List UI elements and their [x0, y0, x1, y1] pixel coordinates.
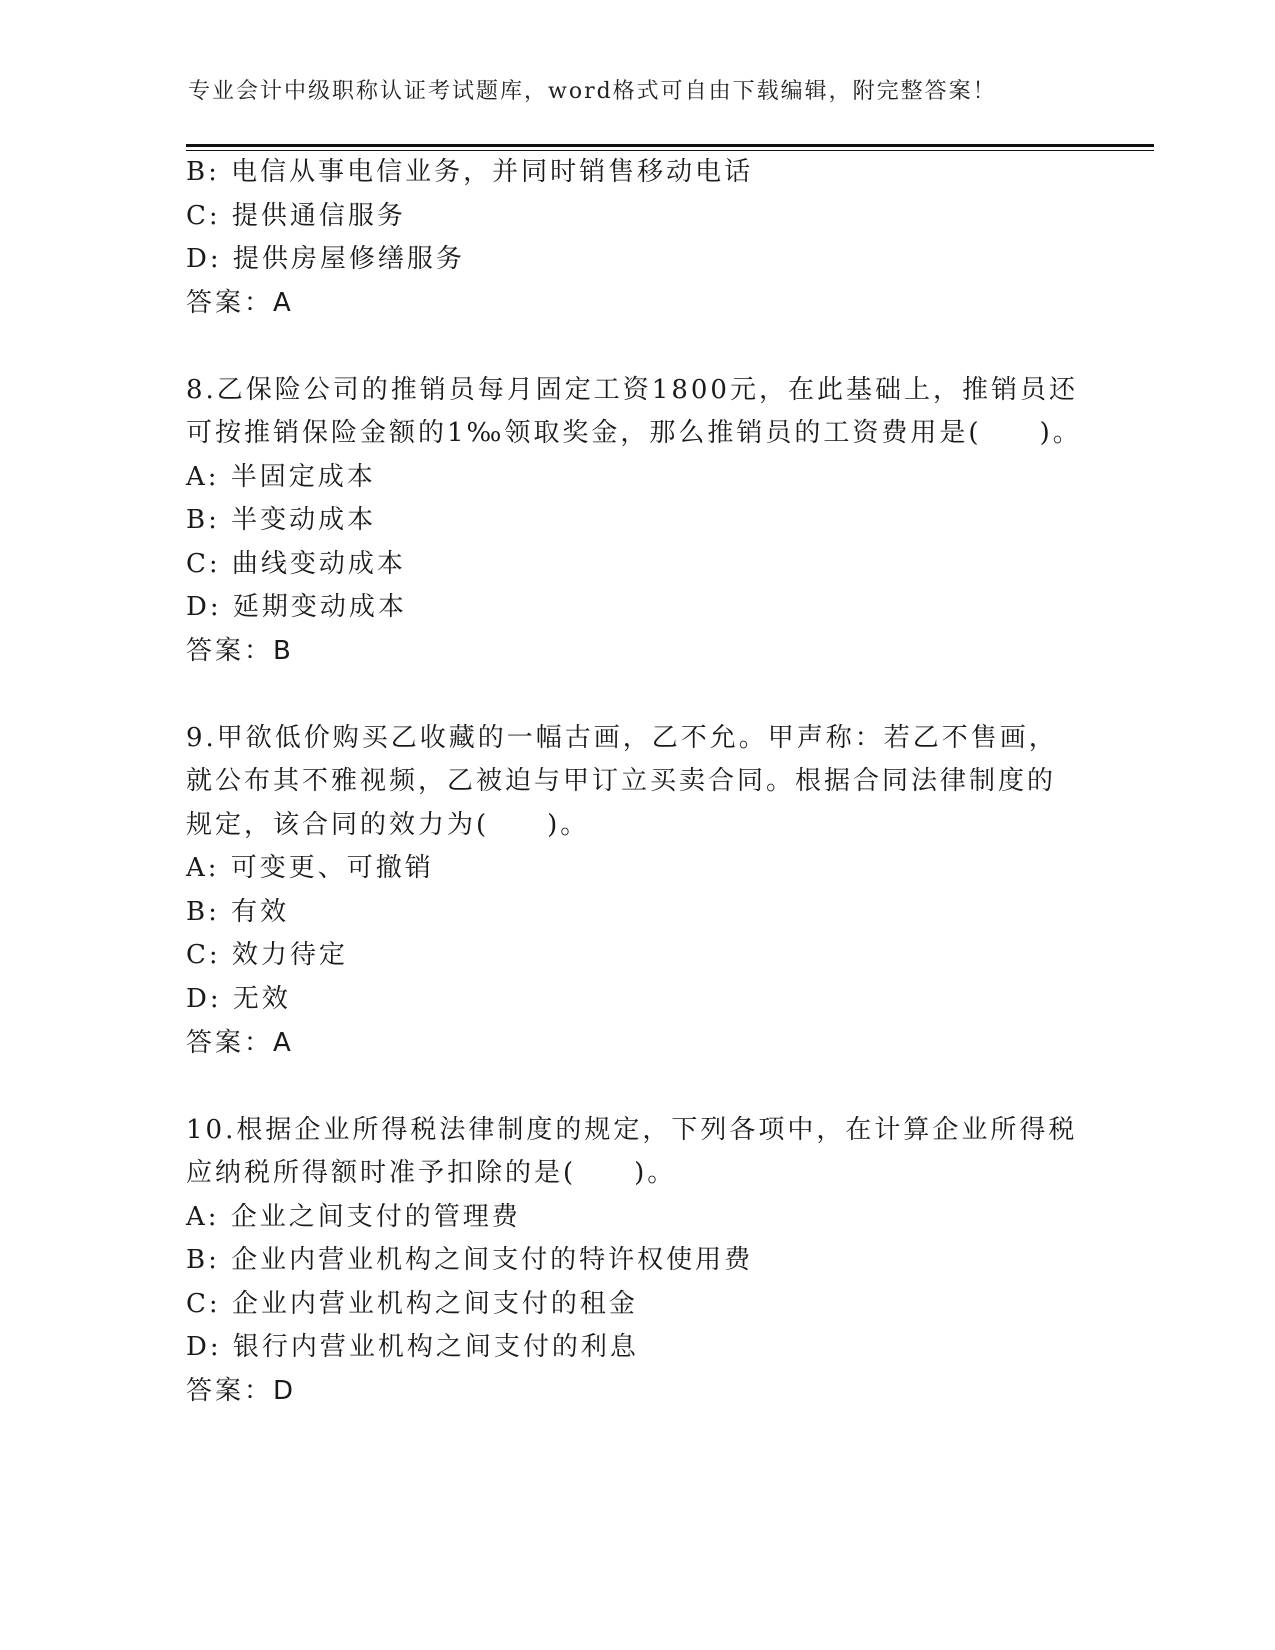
q7-option-b: B: 电信从事电信业务，并同时销售移动电话 — [186, 157, 754, 187]
q9-option-a: A: 可变更、可撤销 — [186, 853, 434, 883]
page-header: 专业会计中级职称认证考试题库，word格式可自由下载编辑，附完整答案！ — [188, 79, 997, 104]
q9-option-b: B: 有效 — [186, 897, 290, 927]
q10-option-a: A: 企业之间支付的管理费 — [186, 1202, 521, 1232]
q7-answer: 答案：A — [186, 288, 294, 318]
q9-option-c: C: 效力待定 — [186, 940, 348, 970]
q8-option-a: A: 半固定成本 — [186, 462, 376, 492]
q10-stem-line-2: 应纳税所得额时准予扣除的是( )。 — [186, 1158, 677, 1188]
q10-stem-line-1: 10.根据企业所得税法律制度的规定，下列各项中，在计算企业所得税 — [186, 1115, 1078, 1145]
q7-option-c: C: 提供通信服务 — [186, 201, 406, 231]
header-rule-thin — [186, 150, 1154, 151]
q8-stem-line-2: 可按推销保险金额的1‰领取奖金，那么推销员的工资费用是( )。 — [186, 418, 1082, 448]
q7-option-d: D: 提供房屋修缮服务 — [186, 244, 465, 274]
q8-option-c: C: 曲线变动成本 — [186, 549, 406, 579]
q8-option-d: D: 延期变动成本 — [186, 592, 407, 622]
q10-option-d: D: 银行内营业机构之间支付的利息 — [186, 1332, 639, 1362]
q10-answer: 答案：D — [186, 1376, 297, 1406]
q10-option-c: C: 企业内营业机构之间支付的租金 — [186, 1289, 638, 1319]
q9-answer: 答案：A — [186, 1028, 294, 1058]
q9-stem-line-2: 就公布其不雅视频，乙被迫与甲订立买卖合同。根据合同法律制度的 — [186, 766, 1057, 796]
q9-stem-line-1: 9.甲欲低价购买乙收藏的一幅古画，乙不允。甲声称：若乙不售画， — [186, 723, 1058, 753]
q9-stem-line-3: 规定，该合同的效力为( )。 — [186, 810, 590, 840]
header-rule-thick — [186, 144, 1154, 147]
q8-answer: 答案：B — [186, 636, 294, 666]
q9-option-d: D: 无效 — [186, 984, 291, 1014]
q8-option-b: B: 半变动成本 — [186, 505, 377, 535]
q8-stem-line-1: 8.乙保险公司的推销员每月固定工资1800元，在此基础上，推销员还 — [186, 375, 1078, 405]
q10-option-b: B: 企业内营业机构之间支付的特许权使用费 — [186, 1245, 754, 1275]
